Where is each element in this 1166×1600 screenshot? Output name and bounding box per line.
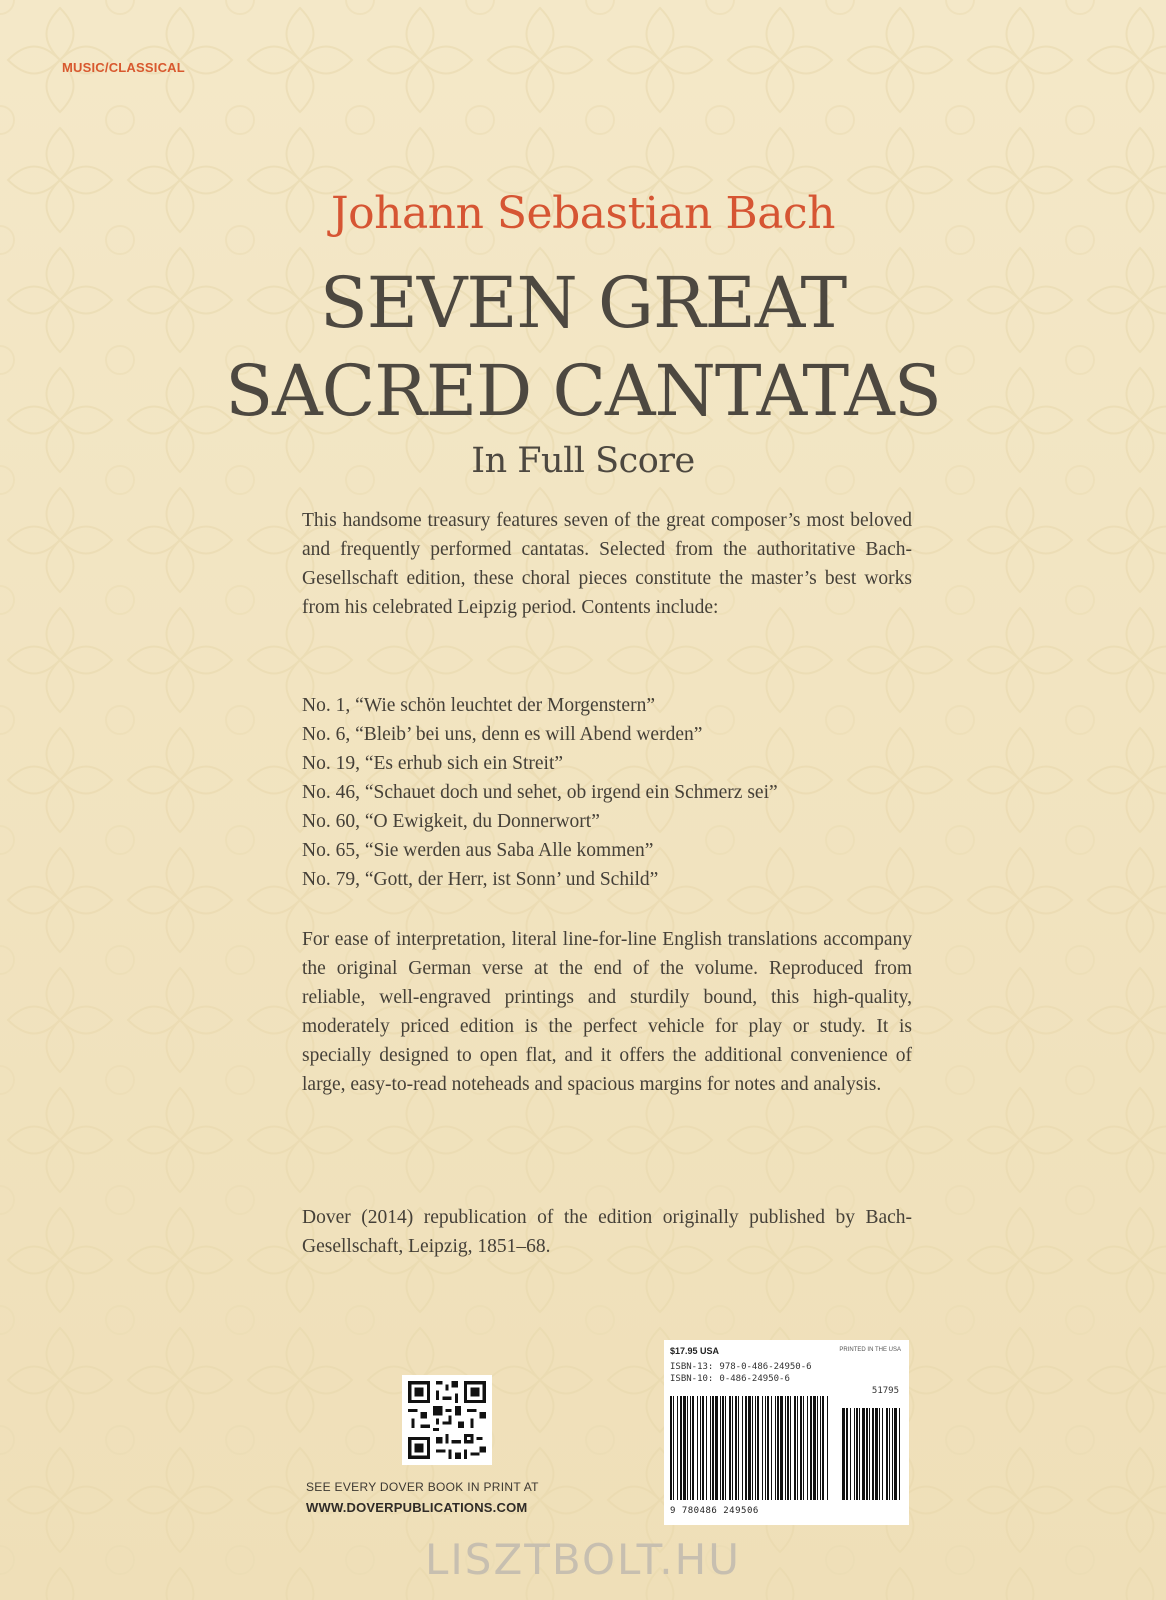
details-paragraph: For ease of interpretation, literal line-for-line English translations accompany the original German verse at the end of the volume. Reproduced from reliable, well-engraved printings and sturdily bound, this high-quality, moderately priced edition is the perfect vehicle for play or study. It is specially designed to open flat, and it offers the additional convenience of large, easy-to-read noteheads and spacious margins for notes and analysis. bbox=[302, 929, 912, 1095]
composer-name: Johann Sebastian Bach bbox=[331, 188, 835, 239]
price-addon-number: 51795 bbox=[871, 1386, 899, 1396]
barcode-digits: 9 780486 249506 bbox=[670, 1506, 759, 1516]
category-label: MUSIC/CLASSICAL bbox=[62, 60, 185, 75]
contents-item: No. 79, “Gott, der Herr, ist Sonn’ und Schild” bbox=[302, 869, 659, 890]
contents-item: No. 65, “Sie werden aus Saba Alle kommen” bbox=[302, 840, 654, 861]
subtitle: In Full Score bbox=[471, 441, 695, 481]
intro-paragraph: This handsome treasury features seven of the great composer’s most beloved and frequently performed cantatas. Selected from the authoritative Bach-Gesellschaft edition, these choral pieces constitute the master’s best works from his celebrated Leipzig period. Contents include: bbox=[302, 510, 912, 618]
isbn10-label: ISBN-10: bbox=[670, 1374, 714, 1384]
dover-promo-text: SEE EVERY DOVER BOOK IN PRINT AT bbox=[306, 1480, 539, 1494]
barcode-label bbox=[664, 1340, 909, 1525]
isbn13-value: 978-0-486-24950-6 bbox=[719, 1362, 812, 1372]
price-label: $17.95 USA bbox=[670, 1346, 720, 1356]
printed-in-label: PRINTED IN THE USA bbox=[839, 1347, 901, 1353]
isbn10-row bbox=[670, 1374, 790, 1384]
contents-item: No. 6, “Bleib’ bei uns, denn es will Abend werden” bbox=[302, 724, 703, 745]
contents-item: No. 60, “O Ewigkeit, du Donnerwort” bbox=[302, 811, 600, 832]
contents-item: No. 19, “Es erhub sich ein Streit” bbox=[302, 753, 564, 774]
contents-item: No. 46, “Schauet doch und sehet, ob irgend ein Schmerz sei” bbox=[302, 782, 778, 803]
store-watermark: LISZTBOLT.HU bbox=[425, 1535, 741, 1584]
isbn13-row bbox=[670, 1362, 812, 1372]
title-line-2: SACRED CANTATAS bbox=[225, 350, 941, 432]
title-line-1: SEVEN GREAT bbox=[319, 262, 847, 344]
contents-list bbox=[302, 691, 942, 894]
barcode-icon bbox=[670, 1396, 903, 1504]
dover-website-link[interactable]: WWW.DOVERPUBLICATIONS.COM bbox=[306, 1500, 528, 1515]
publication-note: Dover (2014) republication of the edition originally published by Bach-Gesellschaft, Leipzig, 1851–68. bbox=[302, 1207, 912, 1257]
qr-code bbox=[402, 1375, 492, 1465]
isbn10-value: 0-486-24950-6 bbox=[719, 1374, 790, 1384]
contents-item: No. 1, “Wie schön leuchtet der Morgenstern” bbox=[302, 695, 655, 716]
isbn13-label: ISBN-13: bbox=[670, 1362, 714, 1372]
